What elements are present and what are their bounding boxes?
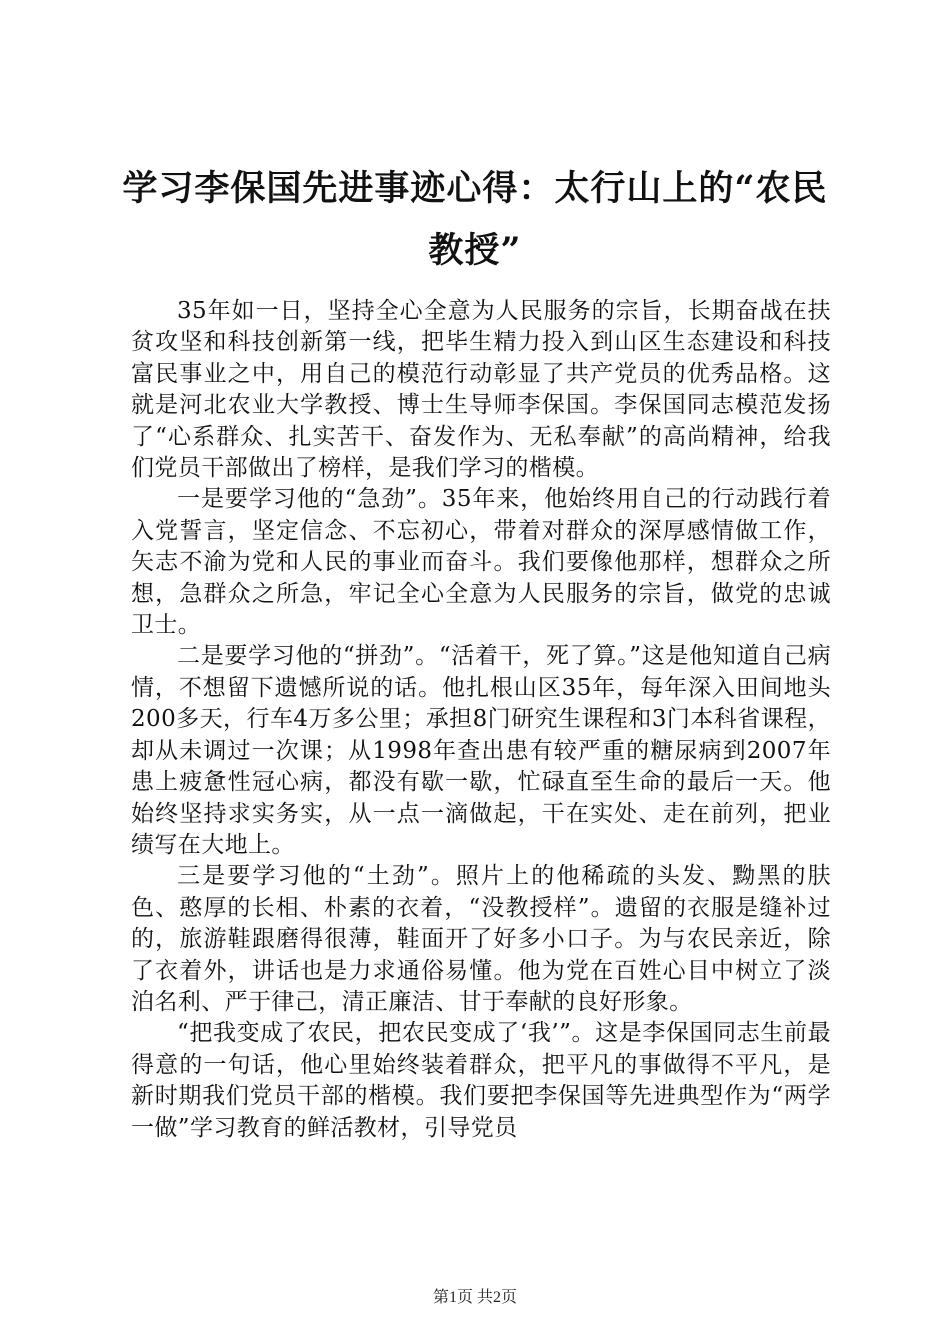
paragraph-urgency: 一是要学习他的“急劲”。35年来，他始终用自己的行动践行着入党誓言，坚定信念、不忘初心，带着对群众的深厚感情做工作，矢志不渝为党和人民的事业而奋斗。我们要像他那样，想群众之所想，急群众之所急，牢记全心全意为人民服务的宗旨，做党的忠诚卫士。 [131, 486, 831, 639]
document-body [131, 296, 831, 1144]
paragraph-conclusion: “把我变成了农民，把农民变成了‘我’”。这是李保国同志生前最得意的一句话，他心里始终装着群众，把平凡的事做得不平凡，是新时期我们党员干部的楷模。我们要把李保国等先进典型作为“两学一做”学习教育的鲜活教材，引导党员 [131, 1020, 831, 1141]
paragraph-simplicity: 三是要学习他的“土劲”。照片上的他稀疏的头发、黝黑的肤色、憨厚的长相、朴素的衣着，“没教授样”。遗留的衣服是缝补过的，旅游鞋跟磨得很薄，鞋面开了好多小口子。为与农民亲近，除了衣着外，讲话也是力求通俗易懂。他为党在百姓心目中树立了淡泊名利、严于律己，清正廉洁、甘于奉献的良好形象。 [131, 863, 831, 1015]
page-number-footer: 第1页 共2页 [432, 1289, 517, 1306]
document-title: 学习李保国先进事迹心得：太行山上的“农民教授” [122, 168, 828, 271]
paragraph-perseverance: 二是要学习他的“拼劲”。“活着干，死了算。”这是他知道自己病情，不想留下遗憾所说的话。他扎根山区35年，每年深入田间地头200多天，行车4万多公里；承担8门研究生课程和3门本科省课程，却从未调过一次课；从1998年查出患有较严重的糖尿病到2007年患上疲惫性冠心病，都没有歇一歇，忙碌直至生命的最后一天。他始终坚持求实务实，从一点一滴做起，干在实处、走在前列，把业绩写在大地上。 [131, 643, 831, 858]
paragraph-intro: 35年如一日，坚持全心全意为人民服务的宗旨，长期奋战在扶贫攻坚和科技创新第一线，把毕生精力投入到山区生态建设和科技富民事业之中，用自己的模范行动彰显了共产党员的优秀品格。这就是河北农业大学教授、博士生导师李保国。李保国同志模范发扬了“心系群众、扎实苦干、奋发作为、无私奉献”的高尚精神，给我们党员干部做出了榜样，是我们学习的楷模。 [131, 298, 831, 482]
